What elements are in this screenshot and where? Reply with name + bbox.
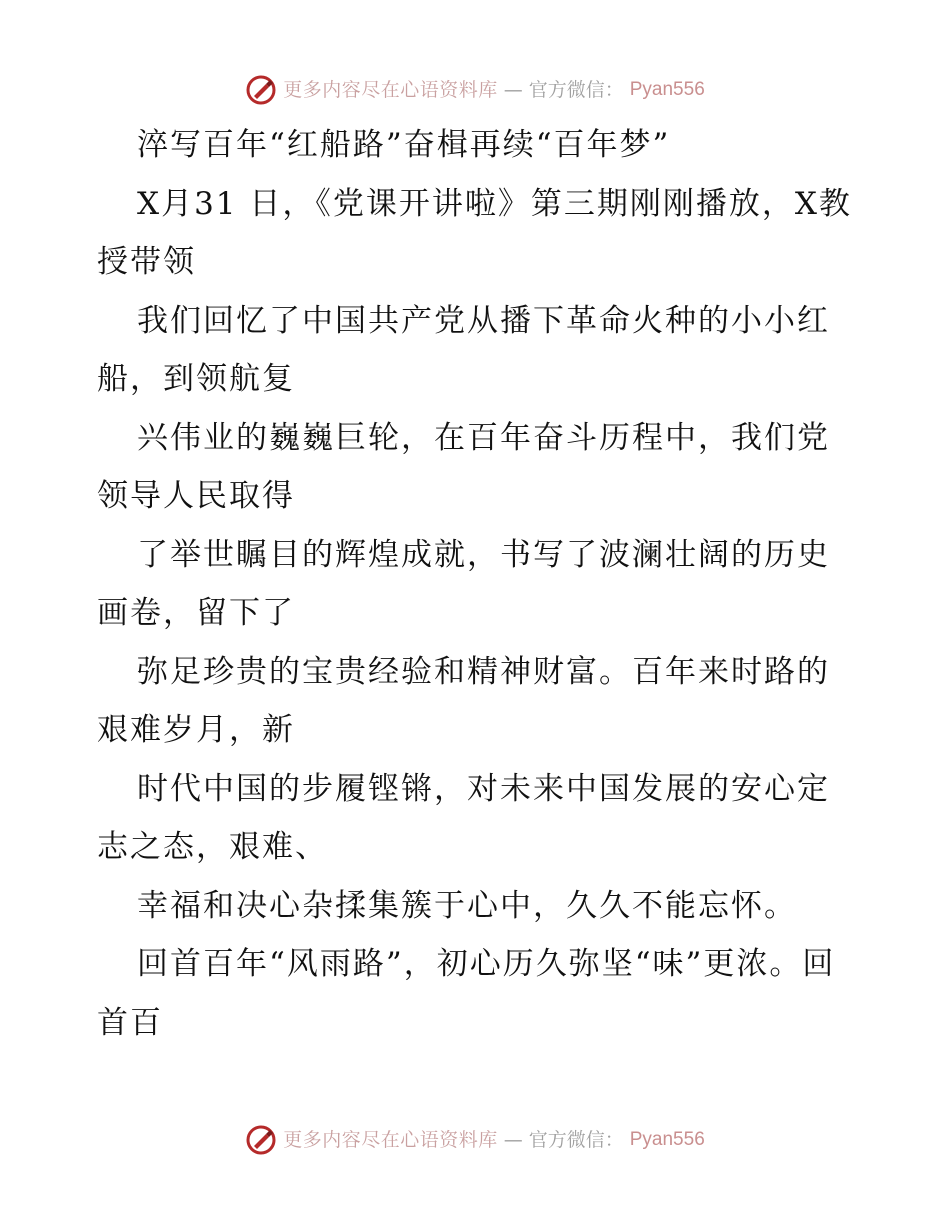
document-paragraph: 时代中国的步履铿锵，对未来中国发展的安心定志之态，艰难、: [97, 770, 830, 865]
watermark-wechat-label: 官方微信：: [528, 1129, 624, 1151]
document-paragraph: 弥足珍贵的宝贵经验和精神财富。百年来时路的艰难岁月，新: [97, 653, 830, 748]
document-paragraph: 了举世瞩目的辉煌成就，书写了波澜壮阔的历史画卷，留下了: [97, 536, 830, 631]
watermark-dash: —: [503, 1129, 523, 1151]
watermark-dash: —: [503, 79, 523, 101]
document-paragraph: 幸福和决心杂揉集簇于心中，久久不能忘怀。: [137, 887, 797, 924]
watermark-wechat-id: Pyan556: [629, 79, 705, 100]
document-title-line: 淬写百年“红船路”奋楫再续“百年梦”: [137, 127, 671, 163]
document-paragraph: 兴伟业的巍巍巨轮，在百年奋斗历程中，我们党领导人民取得: [97, 419, 830, 514]
watermark-text: 更多内容尽在心语资料库: [283, 79, 498, 101]
document-body: [97, 116, 857, 1052]
watermark-text: 更多内容尽在心语资料库: [283, 1129, 498, 1151]
watermark-header: [0, 74, 950, 106]
document-paragraph: 我们回忆了中国共产党从播下革命火种的小小红船，到领航复: [97, 302, 830, 397]
document-paragraph: X月31 日，《党课开讲啦》第三期刚刚播放，X教授带领: [97, 185, 852, 280]
pen-nib-circle-icon: [245, 1124, 277, 1156]
watermark-footer: [0, 1124, 950, 1156]
watermark-wechat-id: Pyan556: [629, 1129, 705, 1150]
pen-nib-circle-icon: [245, 74, 277, 106]
document-paragraph: 回首百年“风雨路”，初心历久弥坚“味”更浓。回首百: [97, 946, 836, 1041]
watermark-wechat-label: 官方微信：: [528, 79, 624, 101]
